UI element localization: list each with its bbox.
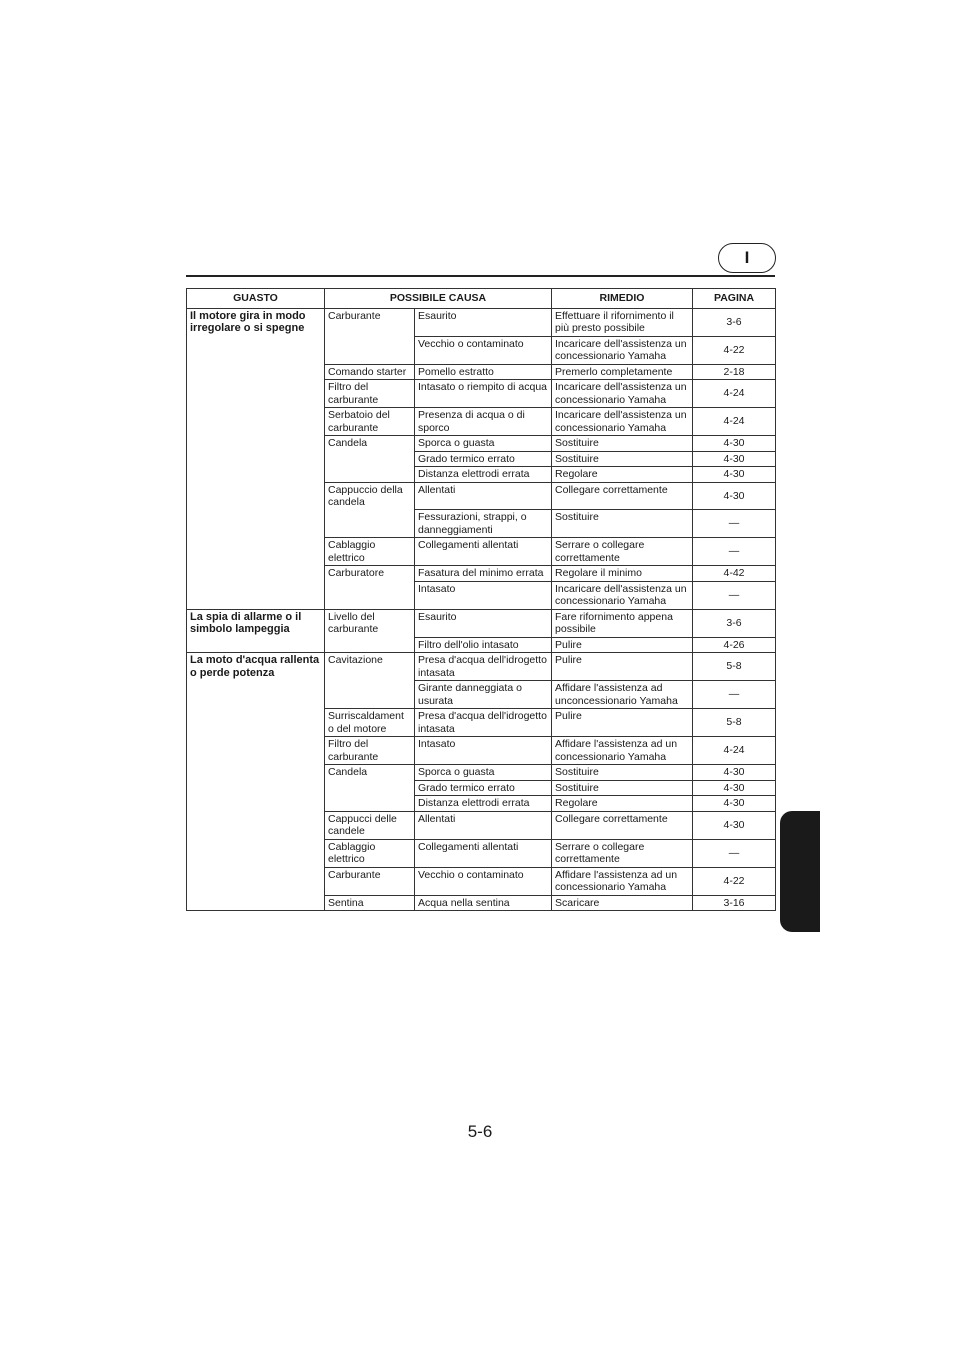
page-cell: 2-18 [693,364,776,380]
component-cell: Surriscaldament o del motore [325,709,415,737]
cause-cell: Presa d'acqua dell'idrogetto intasata [415,709,552,737]
table-row [187,380,776,408]
table-row [187,637,776,653]
component-cell [325,637,415,653]
component-cell [325,451,415,467]
cause-cell: Sporca o guasta [415,436,552,452]
remedy-cell: Scaricare [552,895,693,911]
page-cell: 4-30 [693,467,776,483]
remedy-cell: Effettuare il rifornimento il più presto possibile [552,308,693,336]
cause-cell: Allentati [415,482,552,510]
cause-cell: Fasatura del minimo errata [415,566,552,582]
symptom-cell [187,765,325,781]
remedy-cell: Sostituire [552,765,693,781]
cause-cell: Girante danneggiata o usurata [415,681,552,709]
remedy-cell: Regolare [552,796,693,812]
table-row [187,839,776,867]
component-cell: Livello del carburante [325,609,415,637]
remedy-cell: Fare rifornimento appena possibile [552,609,693,637]
page-cell: 4-30 [693,451,776,467]
table-row [187,681,776,709]
component-cell: Sentina [325,895,415,911]
component-cell: Cavitazione [325,653,415,681]
component-cell: Cablaggio elettrico [325,839,415,867]
symptom-cell: La spia di allarme o il simbolo lampeggia [187,609,325,637]
component-cell [325,336,415,364]
page-cell: 4-30 [693,780,776,796]
page-cell: 3-6 [693,609,776,637]
symptom-cell [187,637,325,653]
symptom-cell [187,380,325,408]
cause-cell: Sporca o guasta [415,765,552,781]
table-row [187,451,776,467]
table-body [187,308,776,911]
remedy-cell: Pulire [552,653,693,681]
page-cell: 5-8 [693,653,776,681]
page-cell: 4-24 [693,408,776,436]
cause-cell: Allentati [415,811,552,839]
table-row [187,436,776,452]
component-cell [325,780,415,796]
symptom-cell [187,408,325,436]
cause-cell: Esaurito [415,308,552,336]
page-cell: 4-30 [693,482,776,510]
symptom-cell [187,510,325,538]
page-cell: 4-22 [693,336,776,364]
cause-cell: Distanza elettrodi errata [415,796,552,812]
component-cell: Comando starter [325,364,415,380]
cause-cell: Fessurazioni, strappi, o danneggiamenti [415,510,552,538]
remedy-cell: Incaricare dell'assistenza un concessionario Yamaha [552,581,693,609]
symptom-cell [187,895,325,911]
component-cell: Carburante [325,308,415,336]
component-cell: Filtro del carburante [325,737,415,765]
cause-cell: Collegamenti allentati [415,538,552,566]
remedy-cell: Serrare o collegare correttamente [552,839,693,867]
table-header-row [187,289,776,309]
remedy-cell: Regolare [552,467,693,483]
remedy-cell: Affidare l'assistenza ad un concessionario Yamaha [552,737,693,765]
page-cell: — [693,510,776,538]
component-cell: Filtro del carburante [325,380,415,408]
symptom-cell: Il motore gira in modo irregolare o si spegne [187,308,325,336]
remedy-cell: Collegare correttamente [552,482,693,510]
column-header-guasto: GUASTO [187,289,325,309]
table-row [187,780,776,796]
remedy-cell: Sostituire [552,780,693,796]
cause-cell: Acqua nella sentina [415,895,552,911]
remedy-cell: Pulire [552,709,693,737]
symptom-cell [187,796,325,812]
remedy-cell: Sostituire [552,510,693,538]
component-cell [325,510,415,538]
page-cell: 3-6 [693,308,776,336]
page-cell: — [693,839,776,867]
cause-cell: Intasato o riempito di acqua [415,380,552,408]
component-cell: Carburatore [325,566,415,582]
symptom-cell [187,436,325,452]
table-row [187,796,776,812]
page-cell: 3-16 [693,895,776,911]
language-badge: I [718,243,776,273]
remedy-cell: Incaricare dell'assistenza un concessionario Yamaha [552,380,693,408]
page-number: 5-6 [467,1122,493,1141]
page-cell: 4-24 [693,737,776,765]
symptom-cell [187,566,325,582]
component-cell: Serbatoio del carburante [325,408,415,436]
section-thumb-tab [780,811,820,932]
symptom-cell [187,737,325,765]
remedy-cell: Sostituire [552,436,693,452]
component-cell: Cappucci delle candele [325,811,415,839]
table-row [187,408,776,436]
page-cell: — [693,681,776,709]
page-cell: 4-30 [693,436,776,452]
cause-cell: Presenza di acqua o di sporco [415,408,552,436]
header-rule [186,275,775,277]
remedy-cell: Pulire [552,637,693,653]
component-cell [325,467,415,483]
symptom-cell [187,709,325,737]
table-row [187,867,776,895]
cause-cell: Vecchio o contaminato [415,867,552,895]
symptom-cell [187,364,325,380]
component-cell: Cablaggio elettrico [325,538,415,566]
component-cell: Candela [325,436,415,452]
component-cell [325,681,415,709]
cause-cell: Intasato [415,581,552,609]
remedy-cell: Incaricare dell'assistenza un concessionario Yamaha [552,336,693,364]
table-row [187,609,776,637]
cause-cell: Vecchio o contaminato [415,336,552,364]
page-cell: 4-30 [693,765,776,781]
page-cell: 4-30 [693,811,776,839]
component-cell: Candela [325,765,415,781]
cause-cell: Collegamenti allentati [415,839,552,867]
remedy-cell: Sostituire [552,451,693,467]
remedy-cell: Collegare correttamente [552,811,693,839]
troubleshooting-table [186,288,776,911]
column-header-rimedio: RIMEDIO [552,289,693,309]
cause-cell: Distanza elettrodi errata [415,467,552,483]
cause-cell: Filtro dell'olio intasato [415,637,552,653]
table-row [187,467,776,483]
page-cell: 4-22 [693,867,776,895]
table-row [187,737,776,765]
component-cell: Cappuccio della candela [325,482,415,510]
table-row [187,895,776,911]
cause-cell: Grado termico errato [415,780,552,796]
column-header-possibile-causa: POSSIBILE CAUSA [325,289,552,309]
table-row [187,336,776,364]
remedy-cell: Premerlo completamente [552,364,693,380]
page-cell: 4-42 [693,566,776,582]
table-row [187,765,776,781]
component-cell [325,796,415,812]
symptom-cell [187,467,325,483]
cause-cell: Presa d'acqua dell'idrogetto intasata [415,653,552,681]
table-row [187,566,776,582]
cause-cell: Grado termico errato [415,451,552,467]
symptom-cell [187,780,325,796]
page-cell: 4-30 [693,796,776,812]
remedy-cell: Affidare l'assistenza ad unconcessionario Yamaha [552,681,693,709]
cause-cell: Esaurito [415,609,552,637]
cause-cell: Pomello estratto [415,364,552,380]
component-cell [325,581,415,609]
table-row [187,581,776,609]
page-cell: — [693,581,776,609]
page-cell: 4-26 [693,637,776,653]
symptom-cell: La moto d'acqua rallenta o perde potenza [187,653,325,681]
symptom-cell [187,451,325,467]
symptom-cell [187,839,325,867]
remedy-cell: Affidare l'assistenza ad un concessionario Yamaha [552,867,693,895]
remedy-cell: Serrare o collegare correttamente [552,538,693,566]
page-cell: 5-8 [693,709,776,737]
component-cell: Carburante [325,867,415,895]
symptom-cell [187,811,325,839]
table-row [187,538,776,566]
table-row [187,510,776,538]
symptom-cell [187,867,325,895]
symptom-cell [187,336,325,364]
page-cell: — [693,538,776,566]
table-row [187,364,776,380]
table-row [187,308,776,336]
cause-cell: Intasato [415,737,552,765]
remedy-cell: Incaricare dell'assistenza un concessionario Yamaha [552,408,693,436]
symptom-cell [187,482,325,510]
column-header-pagina: PAGINA [693,289,776,309]
remedy-cell: Regolare il minimo [552,566,693,582]
table-row [187,653,776,681]
symptom-cell [187,681,325,709]
symptom-cell [187,538,325,566]
symptom-cell [187,581,325,609]
table-row [187,709,776,737]
table-row [187,811,776,839]
table-row [187,482,776,510]
page-cell: 4-24 [693,380,776,408]
